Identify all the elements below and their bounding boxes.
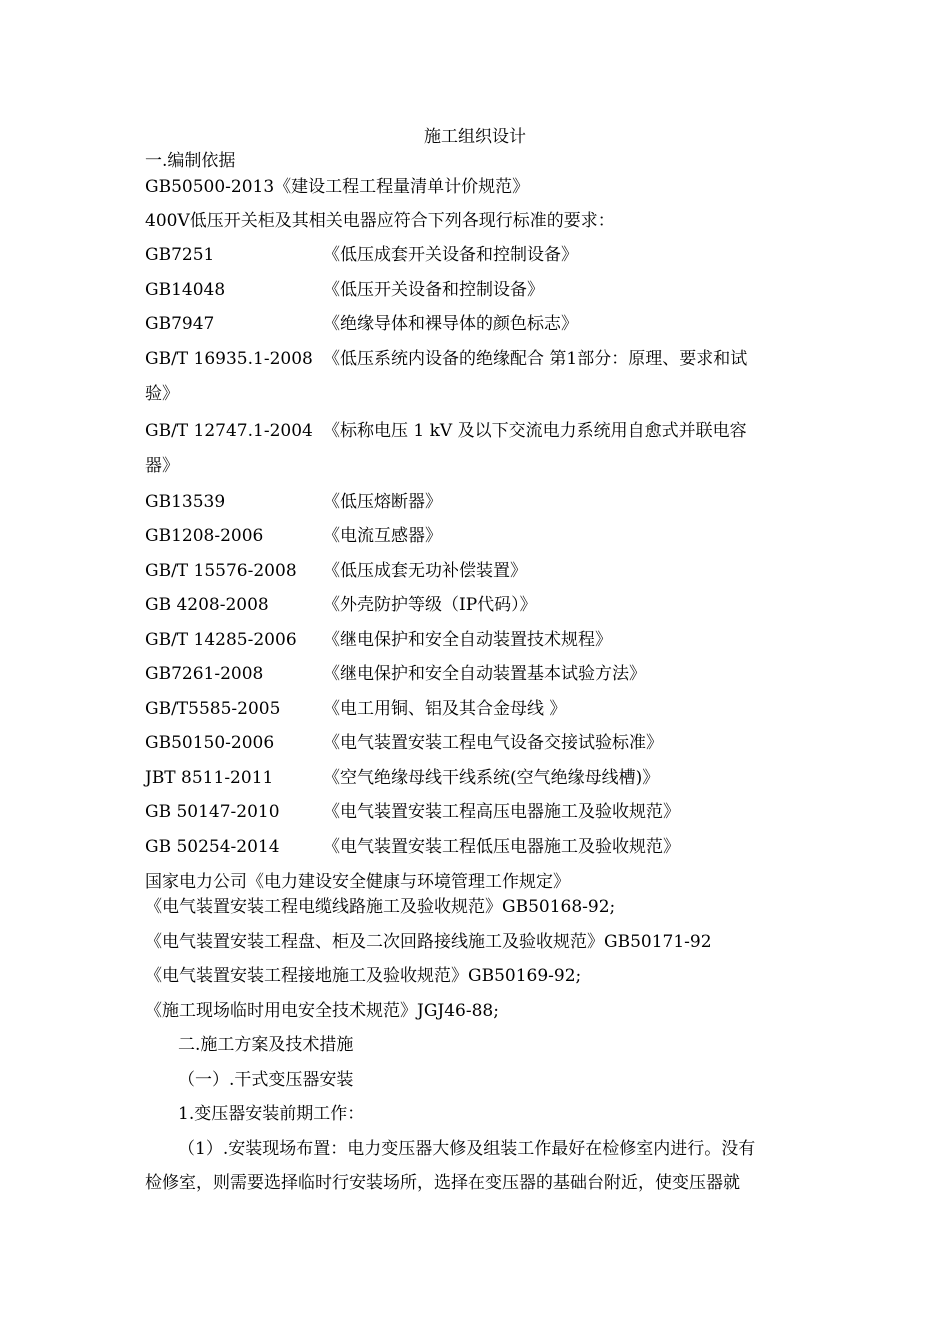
other-reference: 国家电力公司《电力建设安全健康与环境管理工作规定》 xyxy=(145,872,570,892)
standard-name: 《标称电压 1 kV 及以下交流电力系统用自愈式并联电容 xyxy=(323,421,747,441)
standard-name: 《外壳防护等级（IP代码）》 xyxy=(323,595,537,615)
standard-name: 《电气装置安装工程高压电器施工及验收规范》 xyxy=(323,802,680,822)
standard-name-continuation: 器》 xyxy=(145,456,179,476)
standard-code: JBT 8511-2011 xyxy=(145,768,274,788)
standard-code: GB/T 16935.1-2008 xyxy=(145,349,313,369)
standard-code: GB/T 15576-2008 xyxy=(145,561,297,581)
standard-name: 《电气装置安装工程低压电器施工及验收规范》 xyxy=(323,837,680,857)
standard-name: 《低压系统内设备的绝缘配合 第1部分：原理、要求和试 xyxy=(323,349,748,369)
standard-name: 《电流互感器》 xyxy=(323,526,442,546)
standard-name: 《继电保护和安全自动装置基本试验方法》 xyxy=(323,664,646,684)
standard-code: GB/T 14285-2006 xyxy=(145,630,297,650)
section-heading-plan: 二.施工方案及技术措施 xyxy=(178,1035,354,1055)
paragraph-line: （1）.安装现场布置：电力变压器大修及组装工作最好在检修室内进行。没有 xyxy=(178,1139,756,1159)
standard-code: GB/T 12747.1-2004 xyxy=(145,421,313,441)
standard-name-continuation: 验》 xyxy=(145,384,179,404)
standard-code: GB/T5585-2005 xyxy=(145,699,281,719)
standard-code: GB7261-2008 xyxy=(145,664,264,684)
standard-code: GB7251 xyxy=(145,245,215,265)
standard-code: GB50150-2006 xyxy=(145,733,275,753)
intro-line: 400V低压开关柜及其相关电器应符合下列各现行标准的要求： xyxy=(145,211,615,231)
standard-code: GB1208-2006 xyxy=(145,526,264,546)
ref-price-code: GB50500-2013《建设工程工程量清单计价规范》 xyxy=(145,177,530,197)
standard-name: 《低压开关设备和控制设备》 xyxy=(323,280,544,300)
other-reference: 《电气装置安装工程盘、柜及二次回路接线施工及验收规范》GB50171-92 xyxy=(145,932,712,952)
standard-code: GB 4208-2008 xyxy=(145,595,269,615)
other-reference: 《施工现场临时用电安全技术规范》JGJ46-88; xyxy=(145,1001,499,1021)
item-heading: 1.变压器安装前期工作： xyxy=(178,1104,365,1124)
standard-name: 《继电保护和安全自动装置技术规程》 xyxy=(323,630,612,650)
standard-name: 《电气装置安装工程电气设备交接试验标准》 xyxy=(323,733,663,753)
page-title: 施工组织设计 xyxy=(424,127,526,147)
standard-name: 《绝缘导体和裸导体的颜色标志》 xyxy=(323,314,578,334)
subsection-heading: （一）.干式变压器安装 xyxy=(178,1070,354,1090)
standard-code: GB13539 xyxy=(145,492,226,512)
standard-code: GB 50147-2010 xyxy=(145,802,280,822)
standard-name: 《低压成套无功补偿装置》 xyxy=(323,561,527,581)
section-heading-basis: 一.编制依据 xyxy=(145,151,236,171)
standard-code: GB14048 xyxy=(145,280,226,300)
standard-name: 《低压成套开关设备和控制设备》 xyxy=(323,245,578,265)
other-reference: 《电气装置安装工程接地施工及验收规范》GB50169-92; xyxy=(145,966,582,986)
standard-code: GB 50254-2014 xyxy=(145,837,280,857)
standard-name: 《低压熔断器》 xyxy=(323,492,442,512)
other-reference: 《电气装置安装工程电缆线路施工及验收规范》GB50168-92; xyxy=(145,897,616,917)
standard-code: GB7947 xyxy=(145,314,215,334)
standard-name: 《空气绝缘母线干线系统(空气绝缘母线槽)》 xyxy=(323,768,660,788)
standard-name: 《电工用铜、铝及其合金母线 》 xyxy=(323,699,567,719)
paragraph-line: 检修室，则需要选择临时行安装场所，选择在变压器的基础台附近，使变压器就 xyxy=(145,1173,740,1193)
